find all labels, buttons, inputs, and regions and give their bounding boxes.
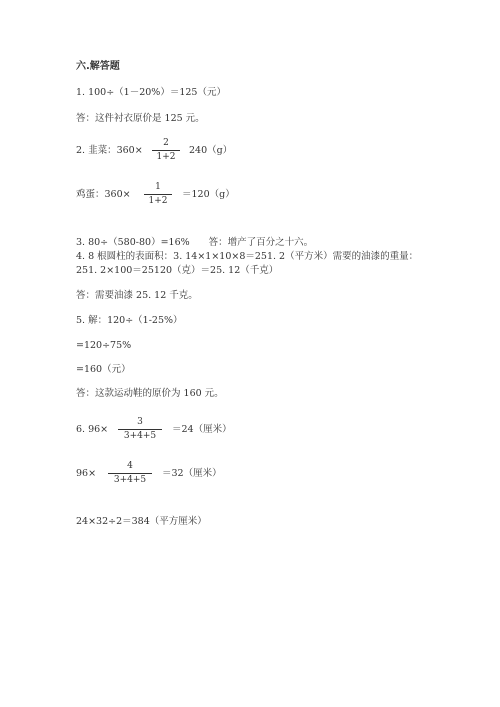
fraction-2-over-1plus2 [152, 138, 180, 163]
answer-4-line-2: 251. 2×100＝25120（克）＝25. 12（千克） [76, 265, 279, 276]
fraction-bar [144, 194, 172, 195]
answer-6-result-1: ＝24（厘米） [172, 424, 232, 435]
answer-6-result-2: ＝32（厘米） [162, 468, 222, 479]
answer-2-leek-prefix: 2. 韭菜：360× [76, 145, 143, 156]
answer-5-line-1: 5. 解：120÷（1-25%） [76, 315, 183, 326]
fraction-1-over-1plus2 [144, 182, 172, 207]
answer-1-conclusion: 答：这件衬衣原价是 125 元。 [76, 113, 205, 124]
answer-1-line: 1. 100÷（1－20%）＝125（元） [76, 87, 226, 98]
fraction-numerator: 3 [137, 417, 143, 427]
fraction-bar [108, 473, 152, 474]
answer-6-prefix: 6. 96× [76, 424, 109, 435]
answer-4-conclusion: 答：需要油漆 25. 12 千克。 [76, 290, 198, 301]
fraction-bar [152, 150, 180, 151]
answer-6-area-line: 24×32÷2＝384（平方厘米） [76, 516, 207, 527]
answer-5-line-3: =160（元） [76, 364, 131, 375]
answer-2-egg-result: ＝120（g） [182, 189, 235, 200]
answer-6-second-prefix: 96× [76, 468, 97, 479]
answer-3-line: 3. 80÷（580-80）=16% 答：增产了百分之十六。 [76, 237, 314, 248]
fraction-3-over-3plus4plus5 [118, 417, 162, 442]
fraction-numerator: 1 [155, 182, 161, 192]
fraction-denominator: 3+4+5 [113, 475, 147, 485]
fraction-bar [118, 429, 162, 430]
fraction-4-over-3plus4plus5 [108, 461, 152, 486]
fraction-numerator: 4 [127, 461, 133, 471]
answer-5-conclusion: 答：这款运动鞋的原价为 160 元。 [76, 388, 224, 399]
answer-2-leek-result: 240（g） [189, 145, 233, 156]
section-heading: 六.解答题 [76, 61, 120, 72]
fraction-denominator: 1+2 [148, 196, 168, 206]
answer-2-egg-prefix: 鸡蛋：360× [76, 189, 131, 200]
fraction-denominator: 3+4+5 [123, 431, 157, 441]
answer-4-line-1: 4. 8 根圆柱的表面积：3. 14×1×10×8＝251. 2（平方米）需要的油漆的重量： [76, 251, 419, 262]
answer-5-line-2: =120÷75% [76, 340, 132, 351]
fraction-denominator: 1+2 [156, 152, 176, 162]
fraction-numerator: 2 [163, 138, 169, 148]
